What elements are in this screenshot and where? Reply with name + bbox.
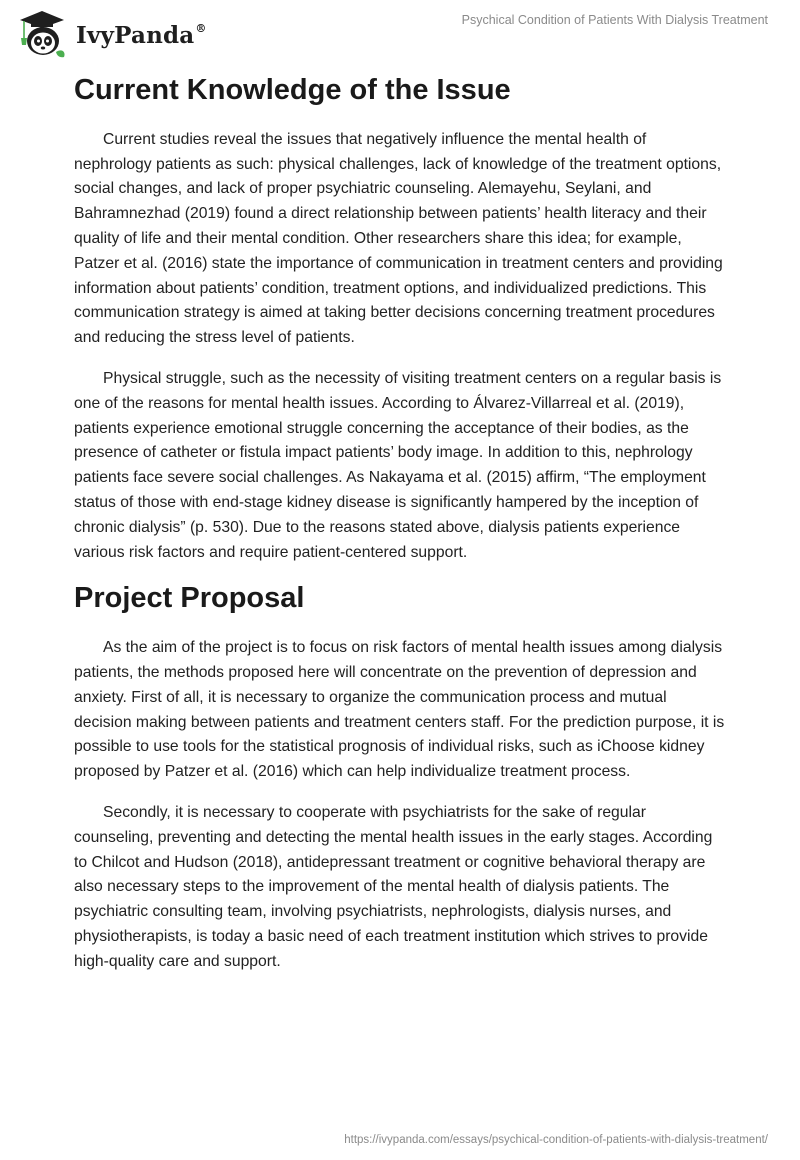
section-heading-current-knowledge: Current Knowledge of the Issue — [74, 74, 511, 106]
paragraph: Physical struggle, such as the necessity of visiting treatment centers on a regular basis is one of the reasons for mental health issues. According to Álvarez-Villarreal et al. (2019), patients experience emotional struggle concerning the acceptance of their bodies, as the presence of catheter or fistula impact patients’ body image. In addition to this, nephrology patients face severe social challenges. As Nakayama et al. (2015) affirm, “The employment status of those with end-stage kidney disease is significantly hampered by the inception of chronic dialysis” (p. 530). Due to the reasons stated above, dialysis patients experience various risk factors and require patient-centered support. — [74, 369, 722, 561]
section-heading-project-proposal: Project Proposal — [74, 582, 305, 615]
essay-content — [74, 70, 728, 991]
paragraph: Current studies reveal the issues that negatively influence the mental health of nephrology patients as such: physical challenges, lack of knowledge of the treatment options, social changes, and lack of proper psychiatric counseling. Alemayehu, Seylani, and Bahramnezhad (2019) found a direct relationship between patients’ health literacy and their quality of life and their mental condition. Other researchers share this idea; for example, Patzer et al. (2016) state the importance of communication in treatment centers and providing information about patients’ condition, treatment options, and individualized predictions. This communication strategy is aimed at taking better decisions concerning treatment procedures and reducing the stress level of patients. — [74, 130, 723, 347]
ivypanda-logo[interactable] — [14, 8, 207, 60]
logo-wordmark — [76, 22, 207, 49]
source-url-link[interactable]: https://ivypanda.com/essays/psychical-condition-of-patients-with-dialysis-treatment/ — [344, 1134, 768, 1146]
paragraph: As the aim of the project is to focus on risk factors of mental health issues among dialysis patients, the methods proposed here will concentrate on the prevention of depression and anxiety. First of all, it is necessary to organize the communication process and mutual decision making between patients and treatment centers staff. For the prediction purpose, it is possible to use tools for the statistical prognosis of individual risks, such as iChoose kidney proposed by Patzer et al. (2016) which can help individualize treatment process. — [74, 639, 725, 781]
page-header — [0, 0, 800, 70]
paragraph: Secondly, it is necessary to cooperate with psychiatrists for the sake of regular counseling, preventing and detecting the mental health issues in the early stages. According to Chilcot and Hudson (2018), antidepressant treatment or cognitive behavioral therapy are also necessary steps to the improvement of the mental health of dialysis patients. The psychiatric consulting team, involving psychiatrists, nephrologists, dialysis nurses, and physiotherapists, is today a basic need of each treatment institution which strives to provide high-quality care and support. — [74, 803, 713, 970]
panda-graduate-icon — [14, 8, 70, 60]
registered-mark: ® — [195, 21, 207, 35]
logo-text: IvyPanda — [76, 21, 195, 49]
document-title: Psychical Condition of Patients With Dialysis Treatment — [461, 13, 768, 27]
